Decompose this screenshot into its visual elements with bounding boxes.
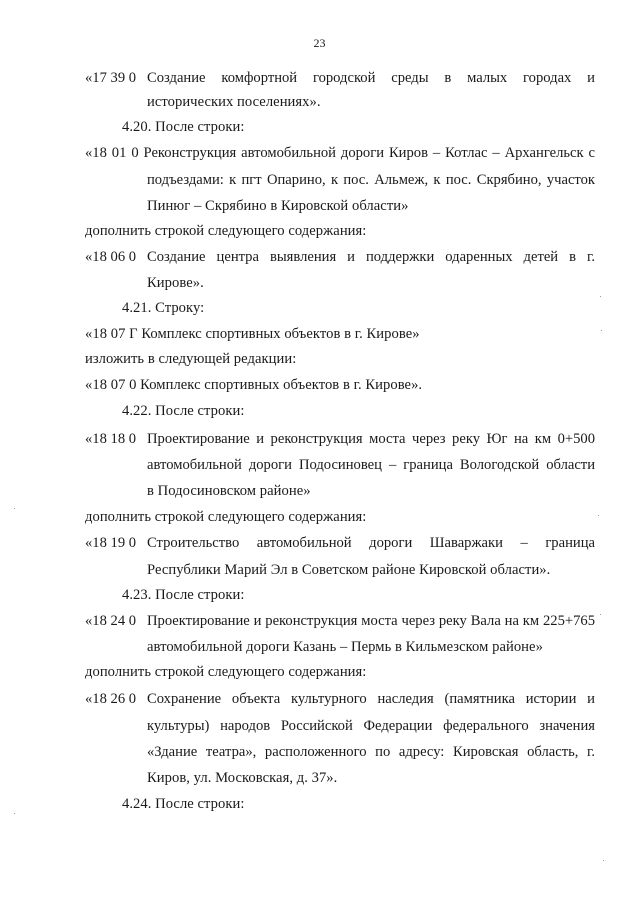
section-heading: 4.20. После строки:	[122, 119, 245, 135]
line-code: «18 06 0	[85, 249, 137, 265]
scan-speck	[600, 614, 601, 615]
line-text: Республики Марий Эл в Советском районе Кировской области».	[147, 562, 551, 578]
line-text: в Подосиновском районе»	[147, 483, 311, 499]
scan-speck	[598, 515, 599, 516]
line-text: «Здание театра», расположенного по адресу: Кировская область, г.	[147, 744, 595, 760]
line-code: «18 26 0	[85, 691, 137, 707]
line-text: исторических поселениях».	[147, 94, 321, 110]
line-text: Кирове».	[147, 275, 204, 291]
scan-speck	[14, 813, 15, 814]
line-text: автомобильной дороги Казань – Пермь в Кильмезском районе»	[147, 639, 543, 655]
line-text: «18 01 0 Реконструкция автомобильной дороги Киров – Котлас – Архангельск с	[85, 145, 595, 161]
line-code: «18 18 0	[85, 431, 137, 447]
section-heading: 4.22. После строки:	[122, 403, 245, 419]
line-text: Создание центра выявления и поддержки одаренных детей в г.	[147, 249, 595, 265]
line-text: «18 07 Г Комплекс спортивных объектов в г. Кирове»	[85, 326, 420, 342]
instruction-text: дополнить строкой следующего содержания:	[85, 509, 367, 525]
instruction-text: изложить в следующей редакции:	[85, 351, 297, 367]
line-text: подъездами: к пгт Опарино, к пос. Альмеж, к пос. Скрябино, участок	[147, 172, 595, 188]
line-text: Создание комфортной городской среды в малых городах и	[147, 70, 595, 86]
page-number: 23	[313, 36, 326, 50]
instruction-text: дополнить строкой следующего содержания:	[85, 223, 367, 239]
line-text: автомобильной дороги Подосиновец – граница Вологодской области	[147, 457, 595, 473]
line-text: культуры) народов Российской Федерации федерального значения	[147, 718, 595, 734]
line-text: Пинюг – Скрябино в Кировской области»	[147, 198, 409, 214]
line-text: Киров, ул. Московская, д. 37».	[147, 770, 338, 786]
section-heading: 4.24. После строки:	[122, 796, 245, 812]
scan-speck	[600, 296, 601, 297]
scan-speck	[14, 508, 15, 509]
scan-speck	[603, 860, 604, 861]
line-text: Проектирование и реконструкция моста через реку Вала на км 225+765	[147, 613, 595, 629]
instruction-text: дополнить строкой следующего содержания:	[85, 664, 367, 680]
section-heading: 4.23. После строки:	[122, 587, 245, 603]
line-code: «18 19 0	[85, 535, 137, 551]
section-heading: 4.21. Строку:	[122, 300, 205, 316]
line-text: «18 07 0 Комплекс спортивных объектов в г. Кирове».	[85, 377, 423, 393]
line-code: «17 39 0	[85, 70, 137, 86]
line-text: Сохранение объекта культурного наследия (памятника истории и	[147, 691, 595, 707]
scan-speck	[601, 330, 602, 331]
line-text: Строительство автомобильной дороги Шаваржаки – граница	[147, 535, 595, 551]
line-text: Проектирование и реконструкция моста через реку Юг на км 0+500	[147, 431, 595, 447]
line-code: «18 24 0	[85, 613, 137, 629]
